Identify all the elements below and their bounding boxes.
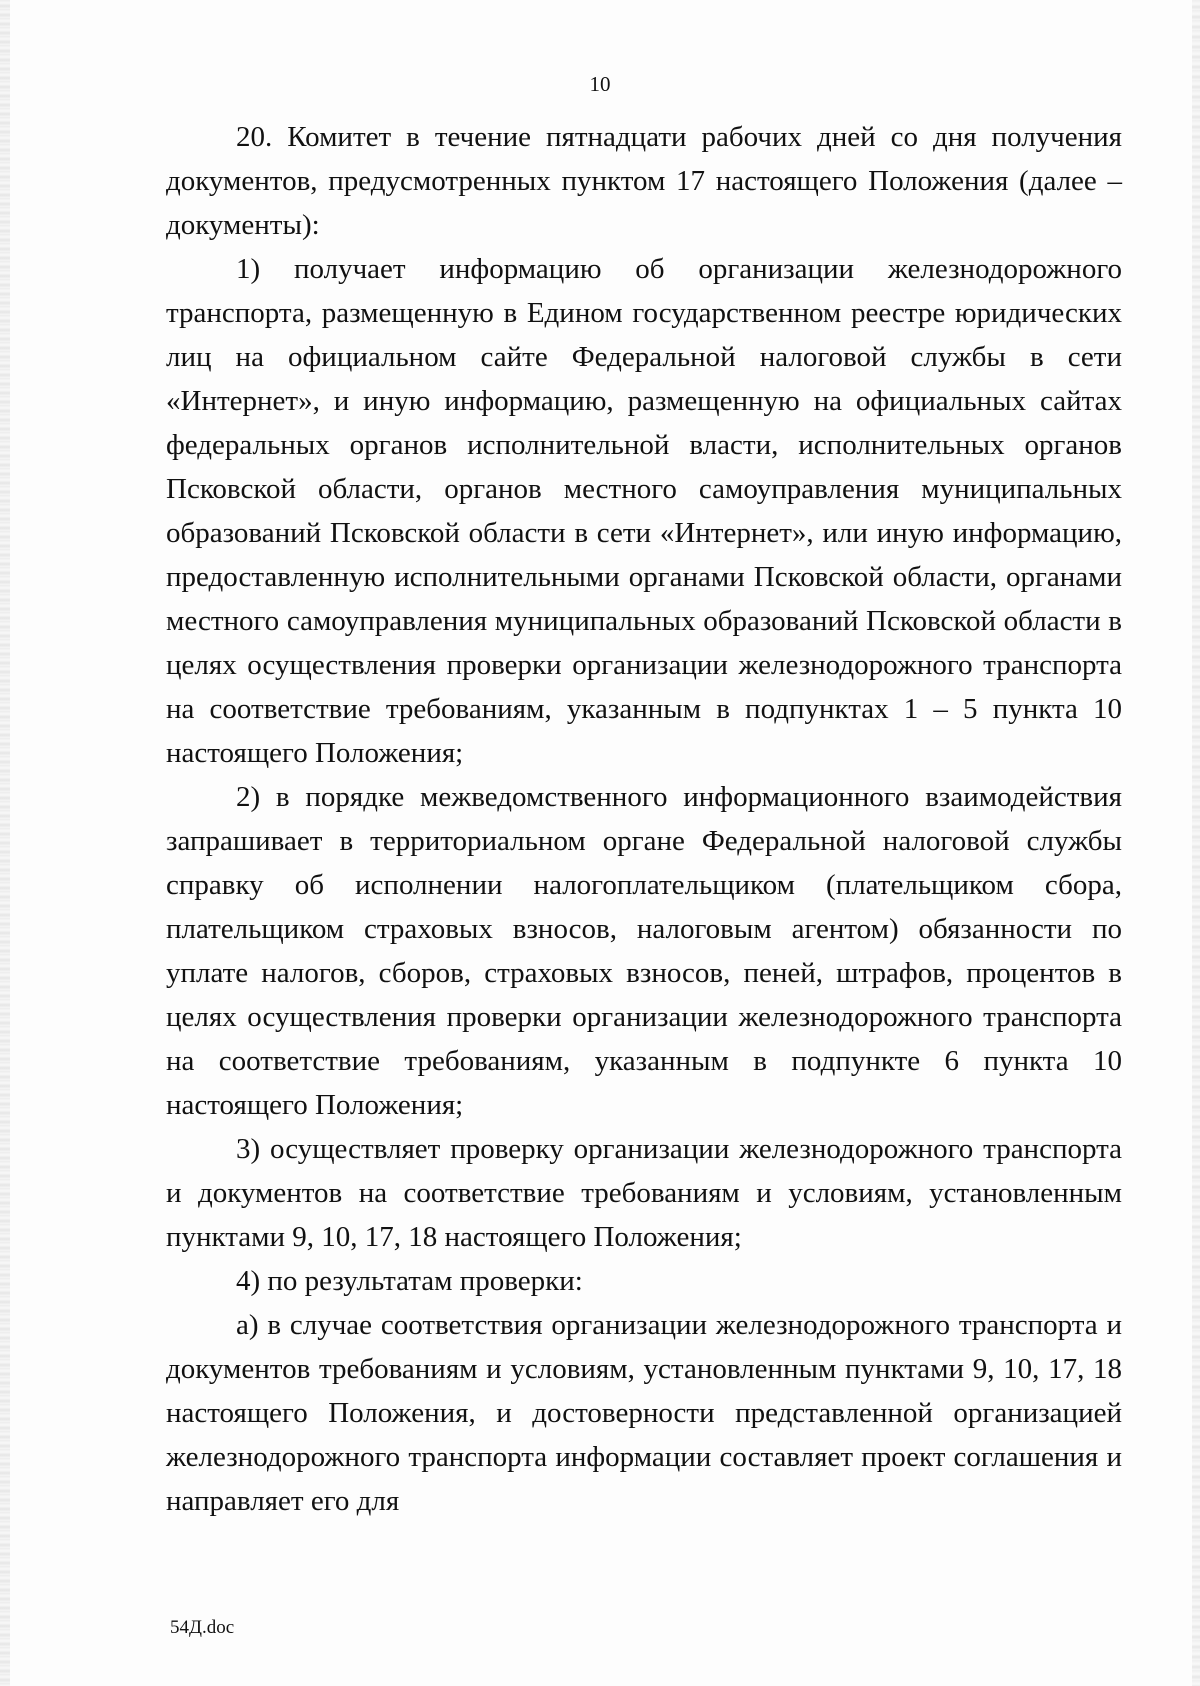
scan-edge-right [1192,0,1200,1686]
scan-edge-left [0,0,10,1686]
document-body [166,115,1122,1523]
paragraph-subitem-4: 4) по результатам проверки: [236,1265,583,1297]
paragraph-subitem-a: а) в случае соответствия организации железнодорожного транспорта и документов требованиям и условиям, установленным пунктами 9, 10, 17, 18 настоящего Положения, и достоверности представленной организацией железнодорожного транспорта информации составляет проект соглашения и направляет его для [166,1309,1122,1517]
paragraph-subitem-2: 2) в порядке межведомственного информационного взаимодействия запрашивает в территориальном органе Федеральной налоговой службы справку об исполнении налогоплательщиком (плательщиком сбора, плательщиком страховых взносов, налоговым агентом) обязанности по уплате налогов, сборов, страховых взносов, пеней, штрафов, процентов в целях осуществления проверки организации железнодорожного транспорта на соответствие требованиям, указанным в подпункте 6 пункта 10 настоящего Положения; [166,781,1122,1121]
paragraph-item-20: 20. Комитет в течение пятнадцати рабочих дней со дня получения документов, предусмотренных пунктом 17 настоящего Положения (далее – документы): [166,121,1122,241]
footer-file-name: 54Д.doc [170,1617,235,1638]
page-number: 10 [589,72,611,96]
paragraph-subitem-3: 3) осуществляет проверку организации железнодорожного транспорта и документов на соответствие требованиям и условиям, установленным пунктами 9, 10, 17, 18 настоящего Положения; [166,1133,1122,1253]
paragraph-subitem-1: 1) получает информацию об организации железнодорожного транспорта, размещенную в Едином государственном реестре юридических лиц на официальном сайте Федеральной налоговой службы в сети «Интернет», и иную информацию, размещенную на официальных сайтах федеральных органов исполнительной власти, исполнительных органов Псковской области, органов местного самоуправления муниципальных образований Псковской области в сети «Интернет», или иную информацию, предоставленную исполнительными органами Псковской области, органами местного самоуправления муниципальных образований Псковской области в целях осуществления проверки организации железнодорожного транспорта на соответствие требованиям, указанным в подпунктах 1 – 5 пункта 10 настоящего Положения; [166,253,1122,769]
